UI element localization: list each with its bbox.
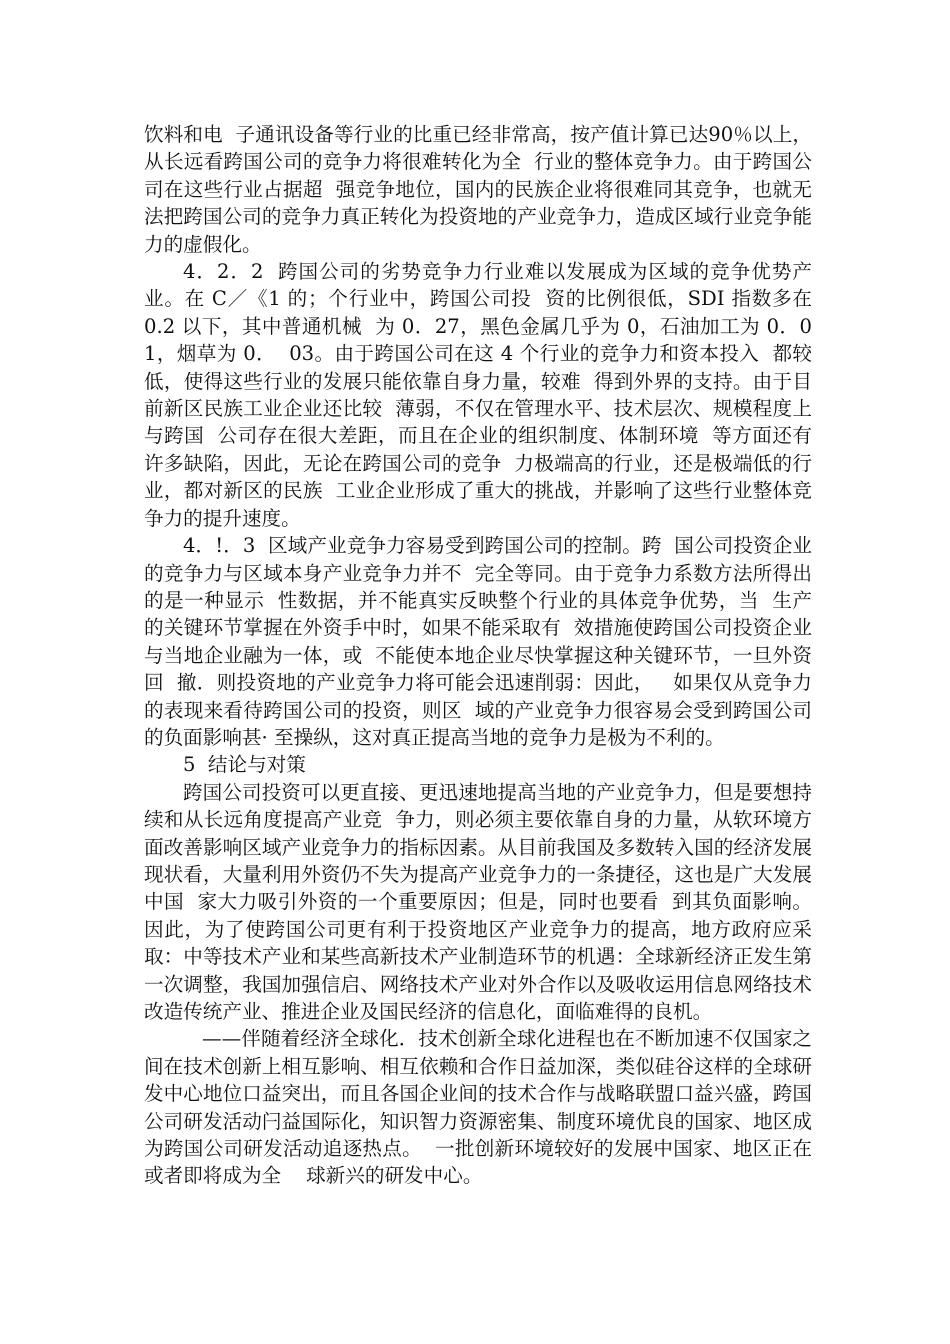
- paragraph-conclusion-intro: 跨国公司投资可以更直接、更迅速地提高当地的产业竞争力，但是要想持续和从长远角度提高产业竞 争力，则必须主要依靠自身的力量，从软环境方面改善影响区域产业竞争力的指标因素。从目前我国及多数转入国的经济发展现状看，大量利用外资仍不失为提高产业竞争力的一条捷径，这也是广大发展中国 家大力吸引外资的一个重要原因；但是，同时也要看 到其负面影响。因此，为了使跨国公司更有利于投资地区产业竞争力的提高，地方政府应采取：中等技术产业和某些高新技术产业制造环节的机遇：全球新经济正发生第一次调整，我国加强信启、网络技术产业对外合作以及吸收运用信息网络技术改造传统产业、推进企业及国民经济的信息化，面临难得的良机。: [144, 780, 812, 1023]
- body-text: [144, 121, 819, 1190]
- paragraph-globalization: ——伴随着经济全球化．技术创新全球化进程也在不断加速不仅国家之间在技术创新上相互影响、相互依赖和合作日益加深，类似硅谷这样的全球研发中心地位口益突出，而且各国企业间的技术合作与战略联盟口益兴盛，跨国公司研发活动闩益国际化，知识智力资源密集、制度环境优良的国家、地区成为跨国公司研发活动追逐热点。 一批创新环境较好的发展中国家、地区正在或者即将成为全 球新兴的研发中心。: [144, 1027, 812, 1188]
- paragraph-continued: 饮料和电 子通讯设备等行业的比重已经非常高，按产值计算已达90％以上，从长远看跨国公司的竞争力将很难转化为全 行业的整体竞争力。由于跨国公司在这些行业占据超 强竞争地位，国内的民族企业将很难同其竞争，也就无法把跨国公司的竞争力真正转化为投资地的产业竞争力，造成区域行业竞争能力的虚假化。: [144, 123, 812, 256]
- section-heading-conclusion: 5 结论与对策: [183, 753, 306, 777]
- paragraph-4-1-3: 4．!．3 区域产业竞争力容易受到跨国公司的控制。跨 国公司投资企业的竞争力与区域本身产业竞争力并不 完全等同。由于竞争力系数方法所得出的是一种显示 性数据，并不能真实反映整个行业的具体竞争优势，当 生产的关键环节掌握在外资手中时，如果不能采取有 效措施使跨国公司投资企业与当地企业融为一体，或 不能使本地企业尽快掌握这种关键环节，一旦外资回 撤．则投资地的产业竞争力将可能会迅速削弱：因此， 如果仅从竞争力的表现来看待跨国公司的投资，则区 域的产业竞争力很容易会受到跨国公司的负面影响甚· 至操纵，这对真正提高当地的竞争力是极为不利的。: [144, 534, 812, 749]
- paragraph-4-2-2: 4．2．2 跨国公司的劣势竞争力行业难以发展成为区域的竞争优势产业。在 C／《1 的；个行业中，跨国公司投 资的比例很低，SDI 指数多在 0.2 以下，其中普通机械 为 0．27，黑色金属几乎为 0，石油加工为 0．01，烟草为 0． 03。由于跨国公司在这 4 个行业的竞争力和资本投入 都较低，使得这些行业的发展只能依靠自身力量，较难 得到外界的支持。由于目前新区民族工业企业还比较 薄弱，不仅在管理水平、技术层次、规模程度上与跨国 公司存在很大差距，而且在企业的组织制度、体制环境 等方面还有许多缺陷，因此，无论在跨国公司的竞争 力极端高的行业，还是极端低的行业，都对新区的民族 工业企业形成了重大的挑战，并影响了这些行业整体竞争力的提升速度。: [144, 260, 819, 530]
